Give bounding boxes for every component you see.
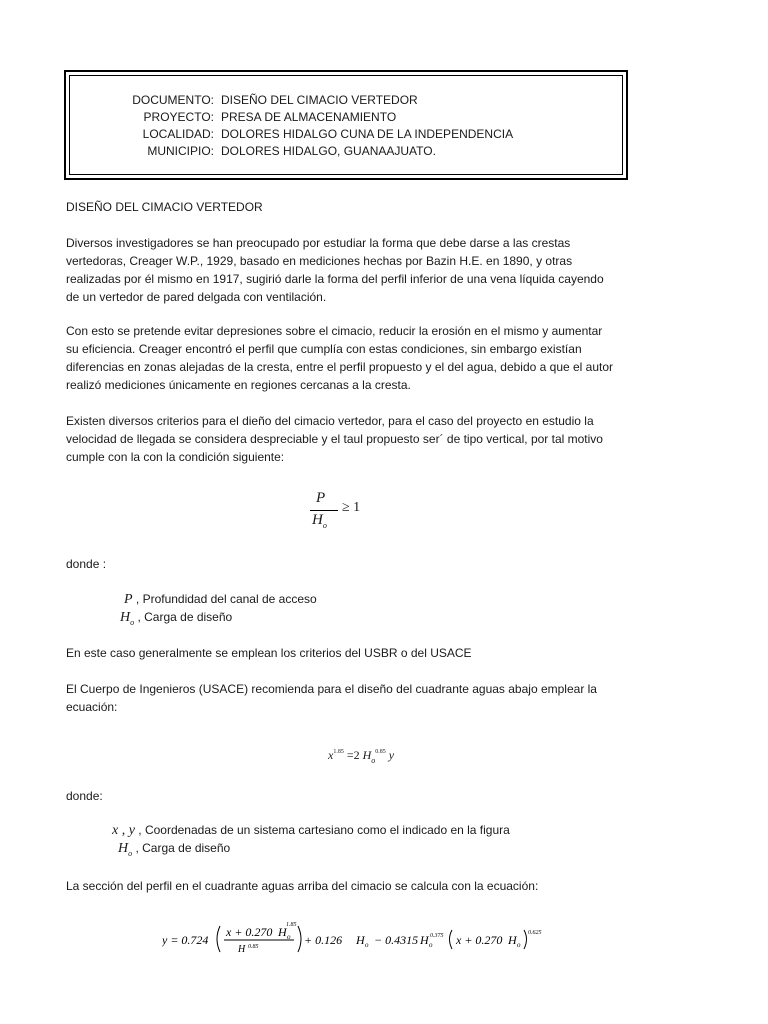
header-value: PRESA DE ALMACENAMIENTO [221, 110, 397, 124]
eq3-term3: − 0.4315 [374, 933, 419, 947]
eq3-numerator: x + 0.270 [226, 925, 273, 939]
paragraph-5 [66, 680, 706, 716]
eq3-t4-exp: 0.625 [528, 930, 542, 936]
header-row-proyecto [66, 109, 626, 125]
header-label: DOCUMENTO: [132, 93, 214, 107]
text-line: Existen diversos criterios para el dieño del cimacio vertedor, para el caso del proyecto en estudio la [66, 414, 594, 428]
text-line: realizó mediciones únicamente en regiones cercanas a la cresta. [66, 378, 411, 392]
text-line: diferencias en zonas alejadas de la cresta, entre el perfil propuesto y el del agua, debido a que el autor [66, 360, 614, 374]
eq1-relation: ≥ 1 [342, 500, 361, 515]
var-subscript: o [130, 618, 135, 627]
eq2-h: H [362, 748, 372, 762]
header-label: PROYECTO: [143, 110, 214, 124]
eq3-t2-h: H [356, 933, 365, 947]
eq1-den-subscript: o [322, 521, 327, 530]
text-line: Con esto se pretende evitar depresiones sobre el cimacio, reducir la erosión en el mismo y aumentar [66, 324, 603, 338]
eq3-lhs: y = 0.724 [162, 933, 209, 947]
donde-label-2: donde: [66, 789, 103, 803]
text-line: velocidad de llegada se considera despreciable y el taul propuesto ser´ de tipo vertical, por tal motivo [66, 432, 603, 446]
donde-label-1: donde : [66, 557, 107, 571]
header-row-municipio [66, 143, 626, 159]
fraction-bar [310, 510, 338, 511]
header-value: DOLORES HIDALGO CUNA DE LA INDEPENDENCIA [221, 127, 514, 141]
left-paren-2 [450, 930, 453, 949]
eq3-t3-h: H [420, 933, 429, 947]
eq2-x-exponent: 1.85 [333, 749, 344, 755]
header-label: LOCALIDAD: [142, 127, 214, 141]
eq1-numerator: P [316, 490, 326, 506]
eq1-denominator [312, 512, 327, 530]
equation-upstream-profile [162, 918, 722, 958]
var-description: , Carga de diseño [134, 610, 233, 624]
paragraph-4: En este caso generalmente se emplean los criterios del USBR o del USACE [66, 646, 472, 660]
var-subscript: o [128, 849, 133, 858]
right-paren [298, 926, 301, 952]
header-value: DISEÑO DEL CIMACIO VERTEDOR [221, 93, 418, 107]
left-paren [217, 926, 220, 952]
eq2-equals: = [346, 748, 354, 762]
eq3-den-h: H [238, 944, 246, 955]
eq1-den-symbol: H [312, 512, 323, 528]
text-line: de un vertedor de pared delgada con ventilación. [66, 290, 327, 304]
var-symbol: x , y [112, 823, 135, 838]
variable-p [124, 591, 317, 608]
text-line: Diversos investigadores se han preocupado por estudiar la forma que debe darse a las crestas [66, 236, 571, 250]
eq3-t4-sub: o [517, 941, 521, 949]
eq3-svg [162, 918, 722, 958]
right-paren-2 [524, 930, 527, 949]
var-symbol: P [124, 592, 133, 607]
text-line: su eficiencia. Creager encontró el perfil que cumplía con estas condiciones, sin embargo existían [66, 342, 582, 356]
equation-usace [328, 748, 394, 765]
var-description: , Coordenadas de un sistema cartesiano como el indicado en la figura [134, 823, 510, 837]
eq3-t4-h: H [508, 933, 517, 947]
paragraph-1 [66, 234, 706, 306]
header-row-documento [66, 92, 626, 108]
eq2-h-subscript: o [371, 756, 376, 765]
eq2-y: y [388, 748, 395, 762]
header-label: MUNICIPIO: [147, 144, 214, 158]
text-line: cumple con la con la condición siguiente: [66, 450, 285, 464]
eq3-exp1: 1.85 [286, 922, 297, 928]
text-line: realizadas por él mismo en 1917, sugirió darle la forma del perfil inferior de una vena líquida cayendo [66, 272, 604, 286]
eq3-t3-exp: 0.375 [430, 933, 444, 939]
header-value: DOLORES HIDALGO, GUANAAJUATO. [221, 144, 436, 158]
text-line: vertedoras, Creager W.P., 1929, basado en mediciones hechas por Bazin H.E. en 1890, y otras [66, 254, 573, 268]
var-symbol: H [120, 610, 131, 625]
variable-ho [120, 609, 232, 631]
eq3-term4: x + 0.270 [456, 933, 503, 947]
eq3-num-h: H [278, 925, 287, 939]
eq3-num-h-sub: o [287, 933, 291, 941]
variable-ho-2 [118, 840, 230, 862]
header-row-localidad [66, 126, 626, 142]
equation-ratio [310, 490, 370, 534]
var-description: , Profundidad del canal de acceso [132, 592, 317, 606]
text-line: El Cuerpo de Ingenieros (USACE) recomienda para el diseño del cuadrante aguas abajo emplear la [66, 682, 597, 696]
section-title: DISEÑO DEL CIMACIO VERTEDOR [66, 200, 263, 214]
eq3-t2-sub: o [365, 941, 369, 949]
var-description: , Carga de diseño [132, 841, 231, 855]
eq3-den-exp: 0.85 [248, 944, 259, 950]
document-header-box [64, 70, 628, 180]
eq3-t3-sub: o [429, 941, 433, 949]
var-symbol: H [118, 841, 129, 856]
paragraph-6: La sección del perfil en el cuadrante aguas arriba del cimacio se calcula con la ecuación: [66, 879, 539, 893]
eq2-h-exponent: 0.85 [375, 749, 386, 755]
paragraph-3 [66, 412, 706, 466]
variable-xy [112, 822, 510, 839]
eq2-coef: 2 [353, 748, 360, 762]
eq2-x: x [328, 748, 334, 762]
paragraph-2 [66, 322, 706, 394]
text-line: ecuación: [66, 700, 118, 714]
eq3-term2: + 0.126 [304, 933, 343, 947]
